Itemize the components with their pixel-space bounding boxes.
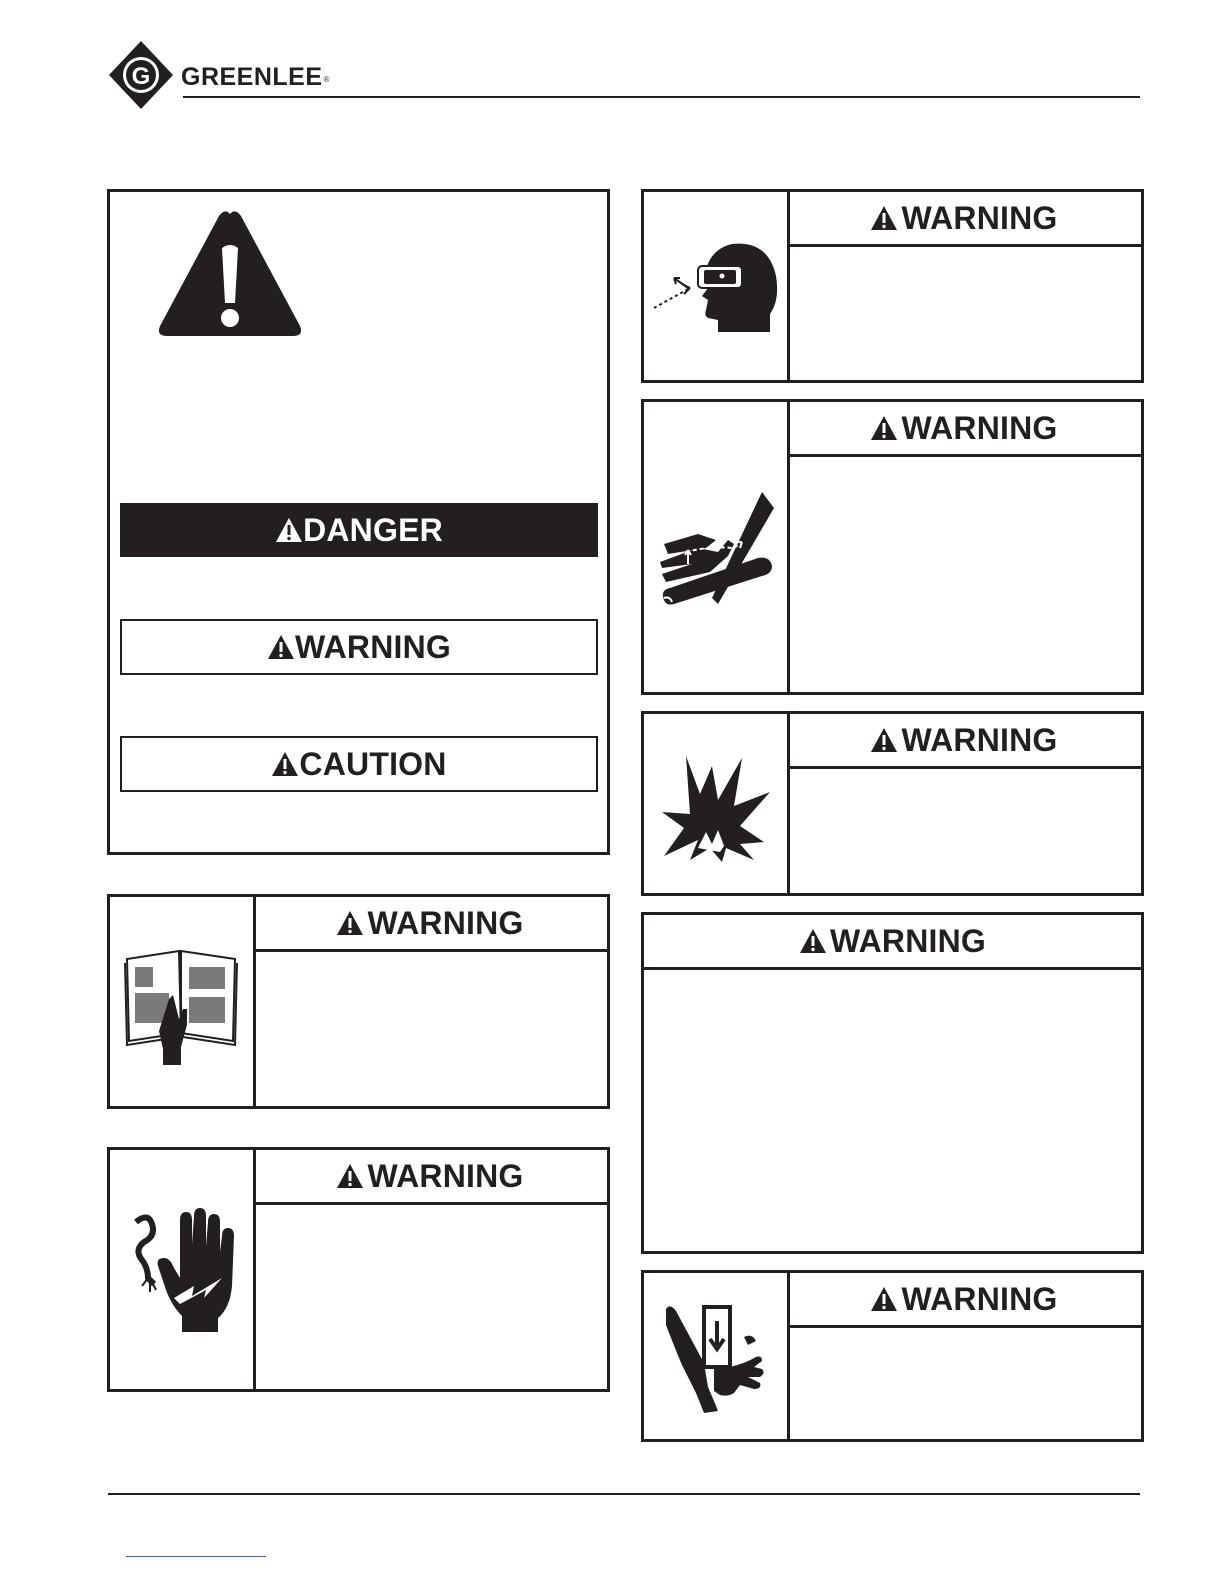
alert-triangle-icon: [267, 634, 295, 660]
signal-word-header: [787, 192, 1141, 247]
alert-triangle-icon: [870, 205, 898, 231]
danger-panel: [120, 503, 598, 557]
brand-logo: [108, 40, 174, 110]
header-rule: [183, 96, 1140, 98]
safety-alert-triangle-icon: [155, 208, 305, 340]
read-manual-icon: [123, 945, 241, 1065]
greenlee-diamond-icon: [108, 40, 174, 110]
general-warning-box: [641, 912, 1144, 1254]
warning-label: WARNING: [829, 922, 987, 959]
brand-text: GREENLEE: [181, 63, 323, 91]
warning-label: WARNING: [901, 409, 1058, 446]
icon-column: [644, 714, 790, 893]
pinch-hazard-icon: [664, 1301, 768, 1417]
safety-alert-box: [107, 189, 610, 855]
signal-word-header: [644, 915, 1141, 970]
brand-name: [181, 63, 329, 92]
footer-link-underline[interactable]: [126, 1556, 266, 1557]
caution-label: CAUTION: [299, 745, 447, 782]
alert-triangle-icon: [799, 928, 827, 954]
signal-word-header: [253, 1150, 607, 1205]
danger-label: DANGER: [303, 511, 443, 548]
electric-shock-warning-box: [107, 1147, 610, 1392]
signal-word-header: [787, 402, 1141, 457]
registered-mark: ®: [323, 75, 330, 84]
warning-label: WARNING: [901, 1280, 1058, 1317]
read-manual-warning-box: [107, 894, 610, 1109]
eye-protection-icon: [652, 240, 780, 336]
alert-triangle-icon: [275, 517, 303, 543]
eye-protection-warning-box: [641, 189, 1144, 383]
warning-label: WARNING: [901, 721, 1058, 758]
caution-panel: [120, 736, 598, 792]
alert-triangle-icon: [870, 1286, 898, 1312]
alert-triangle-icon: [870, 415, 898, 441]
warning-label: WARNING: [294, 628, 452, 665]
alert-triangle-icon: [271, 751, 299, 777]
icon-column: [110, 1150, 256, 1389]
icon-column: [110, 897, 256, 1106]
alert-triangle-icon: [336, 910, 364, 936]
logo-letter: G: [131, 63, 151, 90]
icon-column: [644, 192, 790, 380]
warning-panel: [120, 619, 598, 675]
cutting-hazard-warning-box: [641, 399, 1144, 695]
electric-shock-hand-icon: [134, 1208, 234, 1334]
signal-word-header: [253, 897, 607, 952]
signal-word-header: [787, 1273, 1141, 1328]
cutting-hazard-icon: [658, 492, 780, 612]
warning-label: WARNING: [367, 904, 524, 941]
alert-triangle-icon: [336, 1163, 364, 1189]
warning-label: WARNING: [901, 199, 1058, 236]
alert-triangle-icon: [870, 727, 898, 753]
explosion-hazard-warning-box: [641, 711, 1144, 896]
icon-column: [644, 402, 790, 692]
explosion-icon: [660, 752, 772, 864]
pinch-hazard-warning-box: [641, 1270, 1144, 1442]
footer-rule: [108, 1493, 1140, 1495]
signal-word-header: [787, 714, 1141, 769]
warning-label: WARNING: [367, 1157, 524, 1194]
icon-column: [644, 1273, 790, 1439]
